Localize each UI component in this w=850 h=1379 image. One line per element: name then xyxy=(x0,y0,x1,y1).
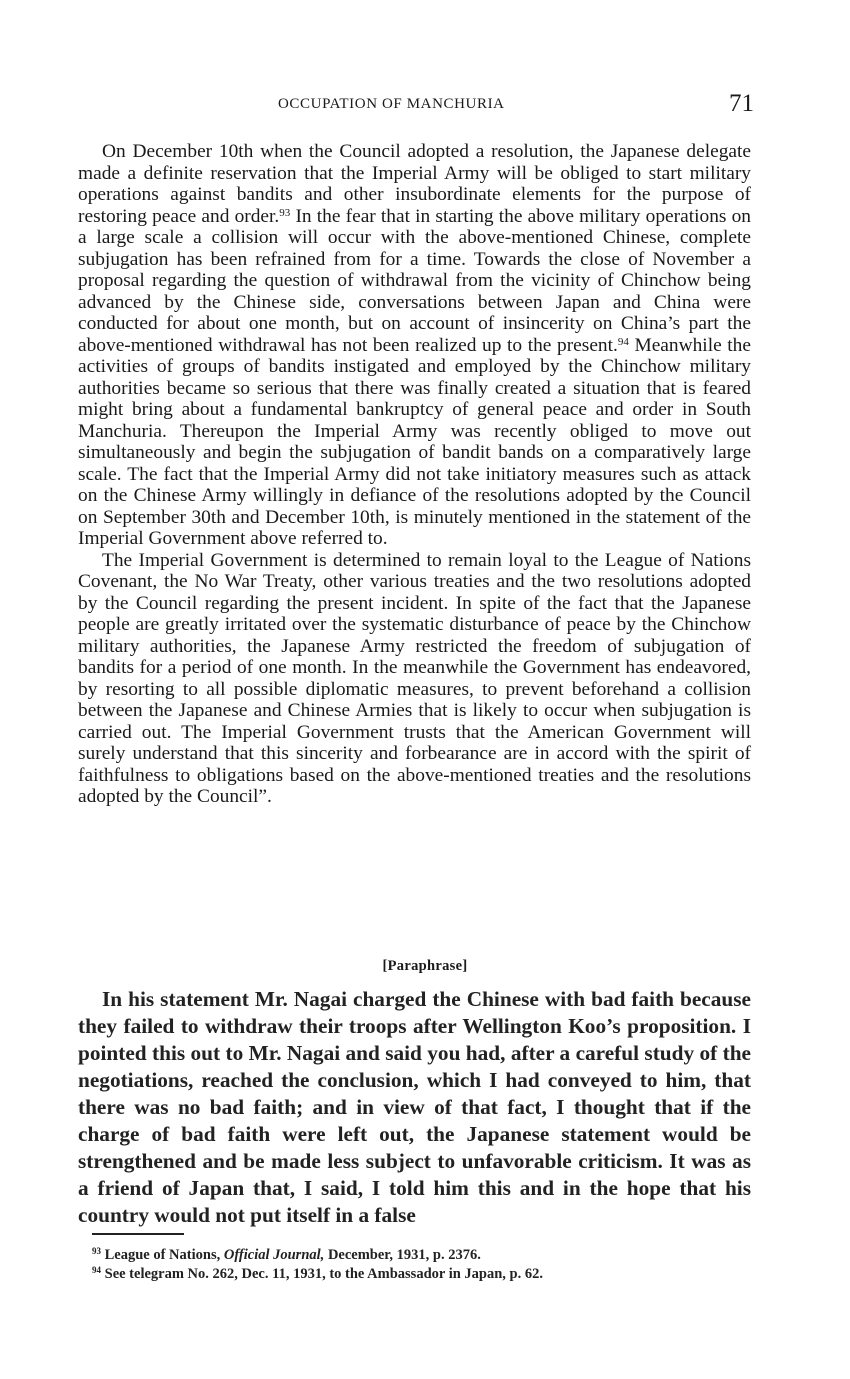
section-subhead: [Paraphrase] xyxy=(382,958,468,974)
body-paragraph: The Imperial Government is determined to remain loyal to the League of Nations Covenant, the No War Treaty, other various treaties and the two resolutions adopted by the Council regarding the present incident. In spite of the fact that the Japanese people are greatly irritated over the systematic disturbance of peace by the Chinchow military authorities, the Japanese Army restricted the freedom of subjugation of bandits for a period of one month. In the meanwhile the Government has endeavored, by resorting to all possible diplomatic measures, to prevent beforehand a collision between the Japanese and Chinese Armies that is likely to occur when subjugation is carried out. The Imperial Government trusts that the American Government will surely understand that this sincerity and forbearance are in accord with the spirit of faithfulness to obligations based on the above-mentioned treaties and the resolutions adopted by the Council”. xyxy=(78,549,751,807)
paraphrase-text xyxy=(78,986,751,1229)
footnote-text: League of Nations, xyxy=(101,1247,224,1263)
quoted-statement xyxy=(78,141,751,808)
footnote-journal-title: Official Journal, xyxy=(223,1247,325,1263)
footnote-mark: 93 xyxy=(92,1246,101,1256)
footnote-text: See telegram No. 262, Dec. 11, 1931, to the Ambassador in Japan, p. 62. xyxy=(101,1265,543,1282)
footnotes xyxy=(92,1246,742,1283)
footnote-ref-93[interactable]: 93 xyxy=(279,206,291,219)
body-text-run: Meanwhile the activities of groups of bandits instigated and employed by the Chinchow military authorities became so serious that there was finally created a situation that is feared might bring about a fundamental bankruptcy of general peace and order in South Manchuria. Thereupon the Imperial Army was recently obliged to move out simultaneously and begin the subjugation of bandit bands on a comparatively large scale. The fact that the Imperial Army did not take initiatory measures such as attack on the Chinese Army willingly in defiance of the resolutions adopted by the Council on September 30th and December 10th, is minutely mentioned in the statement of the Imperial Government above referred to. xyxy=(78,334,751,549)
footnote-divider xyxy=(92,1233,184,1235)
running-title: OCCUPATION OF MANCHURIA xyxy=(278,96,505,112)
footnote-text: December, 1931, p. 2376. xyxy=(324,1247,481,1263)
footnote-94 xyxy=(92,1265,742,1284)
body-text-run: On December 10th when the Council adopted a resolution, the Japanese delegate made a definite reservation that the Imperial Army will be obliged to start military operations against bandits and other insubordinate elements for the purpose of restoring peace and order. xyxy=(78,141,751,227)
footnote-ref-94[interactable]: 94 xyxy=(617,335,629,348)
page-number: 71 xyxy=(729,90,754,117)
body-paragraph xyxy=(78,141,751,550)
paraphrase-paragraph: In his statement Mr. Nagai charged the Chinese with bad faith because they failed to withdraw their troops after Wellington Koo’s proposition. I pointed this out to Mr. Nagai and said you had, after a careful study of the negotiations, reached the conclusion, which I had conveyed to him, that there was no bad faith; and in view of that fact, I thought that if the charge of bad faith were left out, the Japanese statement would be strengthened and be made less subject to unfavorable criticism. It was as a friend of Japan that, I said, I told him this and in the hope that his country would not put itself in a false xyxy=(78,987,751,1227)
footnote-93 xyxy=(92,1246,742,1265)
running-head xyxy=(0,92,850,118)
footnote-mark: 94 xyxy=(92,1264,101,1275)
body-text-run: In the fear that in starting the above military operations on a large scale a collision will occur with the above-mentioned Chinese, complete subjugation has been refrained from for a time. Towards the close of November a proposal regarding the question of withdrawal from the vicinity of Chinchow being advanced by the Chinese side, conversations between Japan and China were conducted for about one month, but on account of insincerity on China’s part the above-mentioned withdrawal has not been realized up to the present. xyxy=(78,205,751,356)
